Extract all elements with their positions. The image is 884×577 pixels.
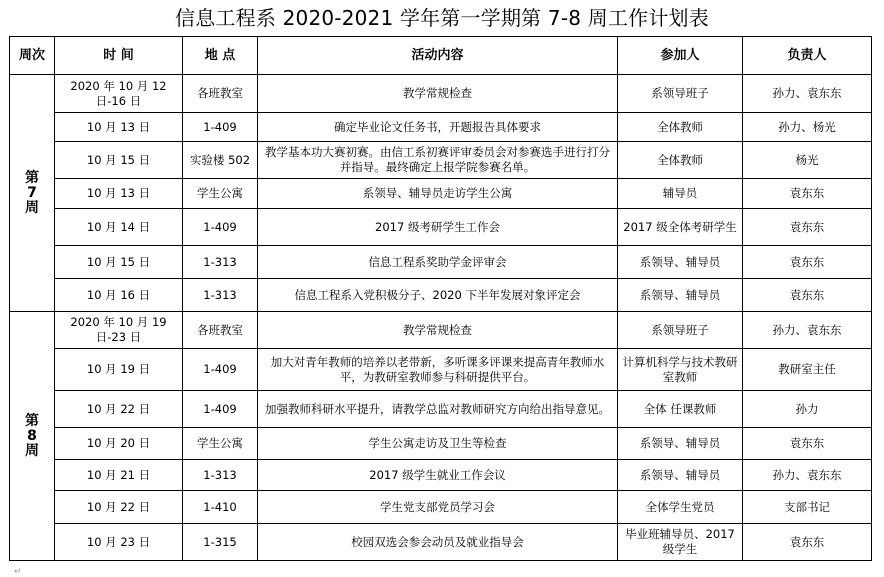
cell-responsible: 支部书记: [743, 491, 872, 524]
cell-responsible: 袁东东: [743, 209, 872, 246]
table-row: [10, 349, 872, 391]
cell-time: 2020 年 10 月 19 日-23 日: [55, 312, 183, 349]
table-row: [10, 209, 872, 246]
cell-time: 2020 年 10 月 12 日-16 日: [55, 75, 183, 113]
cell-place: 1-409: [183, 113, 258, 142]
cell-content: 信息工程系奖助学金评审会: [258, 246, 618, 279]
cell-content: 信息工程系入党积极分子、2020 下半年发展对象评定会: [258, 279, 618, 312]
cell-time: 10 月 14 日: [55, 209, 183, 246]
cell-content: 校园双选会参会动员及就业指导会: [258, 524, 618, 561]
cell-responsible: 杨光: [743, 142, 872, 179]
cell-responsible: 孙力: [743, 391, 872, 428]
cell-place: 1-315: [183, 524, 258, 561]
week-label: 第 8 周: [10, 312, 55, 561]
cell-place: 各班教室: [183, 312, 258, 349]
cell-participants: 系领导、辅导员: [618, 279, 743, 312]
cell-participants: 系领导班子: [618, 75, 743, 113]
cell-responsible: 孙力、袁东东: [743, 460, 872, 491]
cell-time: 10 月 13 日: [55, 179, 183, 209]
cell-participants: 2017 级全体考研学生: [618, 209, 743, 246]
table-row: [10, 279, 872, 312]
cell-time: 10 月 22 日: [55, 491, 183, 524]
cell-responsible: 孙力、杨光: [743, 113, 872, 142]
week-label: 第 7 周: [10, 75, 55, 312]
cell-participants: 毕业班辅导员、2017 级学生: [618, 524, 743, 561]
table-row: [10, 391, 872, 428]
cell-place: 实验楼 502: [183, 142, 258, 179]
cell-participants: 系领导、辅导员: [618, 460, 743, 491]
cell-time: 10 月 15 日: [55, 246, 183, 279]
cell-place: 1-409: [183, 209, 258, 246]
cell-place: 1-410: [183, 491, 258, 524]
cell-participants: 辅导员: [618, 179, 743, 209]
cell-participants: 系领导班子: [618, 312, 743, 349]
header-participants: 参加人: [618, 37, 743, 75]
cell-place: 1-313: [183, 279, 258, 312]
cell-time: 10 月 22 日: [55, 391, 183, 428]
cell-place: 各班教室: [183, 75, 258, 113]
cell-responsible: 教研室主任: [743, 349, 872, 391]
header-responsible: 负责人: [743, 37, 872, 75]
page-title: 信息工程系 2020-2021 学年第一学期第 7-8 周工作计划表: [175, 6, 709, 30]
cell-responsible: 袁东东: [743, 179, 872, 209]
table-row: [10, 75, 872, 113]
cell-participants: 计算机科学与技术教研室教师: [618, 349, 743, 391]
header-place: 地 点: [183, 37, 258, 75]
cell-participants: 系领导、辅导员: [618, 246, 743, 279]
cell-time: 10 月 16 日: [55, 279, 183, 312]
header-row: [10, 37, 872, 75]
cell-time: 10 月 20 日: [55, 428, 183, 460]
cell-place: 学生公寓: [183, 428, 258, 460]
cell-content: 加大对青年教师的培养以老带新，多听课多评课来提高青年教师水平，为教研室教师参与科研提供平台。: [258, 349, 618, 391]
table-row: [10, 179, 872, 209]
cell-time: 10 月 21 日: [55, 460, 183, 491]
header-week: 周次: [10, 37, 55, 75]
table-row: [10, 113, 872, 142]
table-row: [10, 312, 872, 349]
header-content: 活动内容: [258, 37, 618, 75]
cell-responsible: 孙力、袁东东: [743, 312, 872, 349]
table-row: [10, 491, 872, 524]
cell-content: 学生党支部党员学习会: [258, 491, 618, 524]
cell-time: 10 月 19 日: [55, 349, 183, 391]
cell-participants: 系领导、辅导员: [618, 428, 743, 460]
cell-participants: 全体教师: [618, 113, 743, 142]
cell-responsible: 袁东东: [743, 279, 872, 312]
cell-content: 学生公寓走访及卫生等检查: [258, 428, 618, 460]
header-time: 时 间: [55, 37, 183, 75]
table-row: [10, 460, 872, 491]
cell-time: 10 月 13 日: [55, 113, 183, 142]
cell-content: 教学常规检查: [258, 312, 618, 349]
work-plan-table: [9, 36, 872, 561]
cell-place: 1-409: [183, 349, 258, 391]
cell-place: 1-409: [183, 391, 258, 428]
cell-time: 10 月 23 日: [55, 524, 183, 561]
cell-content: 教学基本功大赛初赛。由信工系初赛评审委员会对参赛选手进行打分并指导。最终确定上报学院参赛名单。: [258, 142, 618, 179]
cell-time: 10 月 15 日: [55, 142, 183, 179]
cell-content: 系领导、辅导员走访学生公寓: [258, 179, 618, 209]
cell-content: 确定毕业论文任务书，开题报告具体要求: [258, 113, 618, 142]
paragraph-mark: ↵: [14, 567, 22, 577]
cell-participants: 全体 任课教师: [618, 391, 743, 428]
cell-content: 加强教师科研水平提升，请教学总监对教师研究方向给出指导意见。: [258, 391, 618, 428]
cell-content: 2017 级考研学生工作会: [258, 209, 618, 246]
table-body: [10, 75, 872, 561]
cell-responsible: 袁东东: [743, 428, 872, 460]
cell-participants: 全体教师: [618, 142, 743, 179]
cell-responsible: 袁东东: [743, 246, 872, 279]
cell-content: 教学常规检查: [258, 75, 618, 113]
cell-responsible: 孙力、袁东东: [743, 75, 872, 113]
cell-content: 2017 级学生就业工作会议: [258, 460, 618, 491]
table-row: [10, 246, 872, 279]
cell-place: 1-313: [183, 460, 258, 491]
cell-place: 1-313: [183, 246, 258, 279]
table-row: [10, 142, 872, 179]
cell-place: 学生公寓: [183, 179, 258, 209]
cell-responsible: 袁东东: [743, 524, 872, 561]
table-row: [10, 428, 872, 460]
table-row: [10, 524, 872, 561]
cell-participants: 全体学生党员: [618, 491, 743, 524]
